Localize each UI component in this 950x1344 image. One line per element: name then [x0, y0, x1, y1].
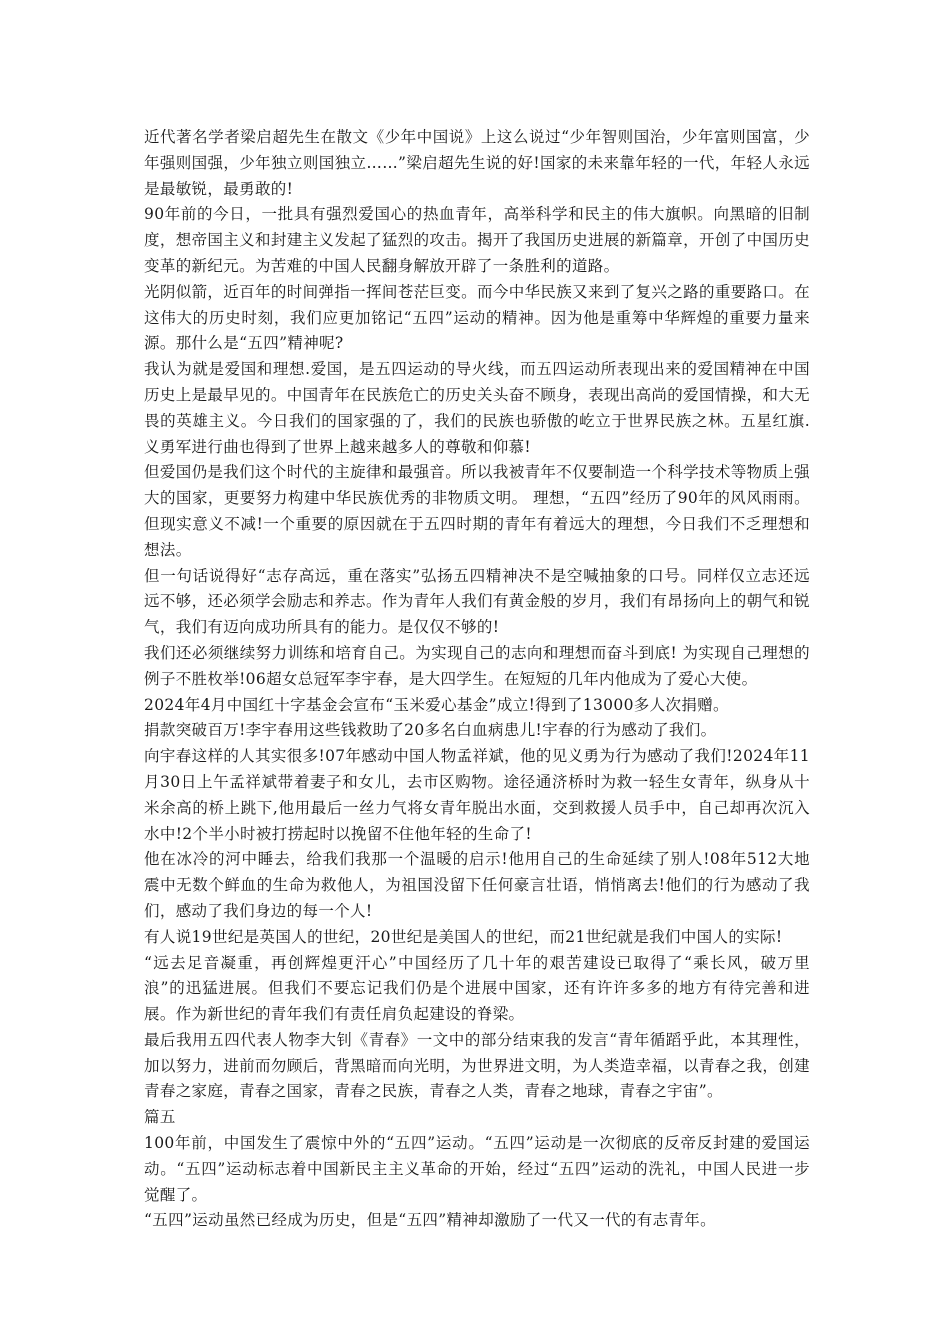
paragraph: 他在冰冷的河中睡去，给我们我那一个温暖的启示!他用自己的生命延续了别人!08年512大地震中无数个鲜血的生命为救他人，为祖国没留下任何豪言壮语，悄悄离去!他们的行为感动了我们，感动了我们身边的每一个人! [144, 850, 810, 920]
paragraph: 近代著名学者梁启超先生在散文《少年中国说》上这么说过“少年智则国治，少年富则国富，少年强则国强，少年独立则国独立……”梁启超先生说的好!国家的未来靠年轻的一代，年轻人永远是最敏锐，最勇敢的! [144, 128, 810, 198]
paragraph: 2024年4月中国红十字基金会宣布“玉米爱心基金”成立!得到了13000多人次捐赠。 [144, 695, 729, 714]
paragraph: 光阴似箭，近百年的时间弹指一挥间苍茫巨变。而今中华民族又来到了复兴之路的重要路口。在这伟大的历史时刻，我们应更加铭记“五四”运动的精神。因为他是重筹中华辉煌的重要力量来源。那什么是“五四”精神呢? [144, 282, 810, 353]
paragraph: 100年前，中国发生了震惊中外的“五四”运动。“五四”运动是一次彻底的反帝反封建的爱国运动。“五四”运动标志着中国新民主主义革命的开始，经过“五四”运动的洗礼，中国人民进一步觉醒了。 [144, 1134, 810, 1204]
paragraph: 我认为就是爱国和理想.爱国，是五四运动的导火线，而五四运动所表现出来的爱国精神在中国历史上是最早见的。中国青年在民族危亡的历史关头奋不顾身，表现出高尚的爱国情操，和大无畏的英雄主义。今日我们的国家强的了，我们的民族也骄傲的屹立于世界民族之林。五星红旗.义勇军进行曲也得到了世界上越来越多人的尊敬和仰慕! [144, 360, 810, 456]
paragraph: 90年前的今日，一批具有强烈爱国心的热血青年，高举科学和民主的伟大旗帜。向黑暗的旧制度，想帝国主义和封建主义发起了猛烈的攻击。揭开了我国历史进展的新篇章，开创了中国历史变革的新纪元。为苦难的中国人民翻身解放开辟了一条胜利的道路。 [144, 205, 810, 275]
paragraph: 我们还必须继续努力训练和培育自己。为实现自己的志向和理想而奋斗到底! 为实现自己理想的例子不胜枚举!06超女总冠军李宇春，是大四学生。在短短的几年内他成为了爱心大使。 [144, 643, 810, 688]
paragraph: “五四”运动虽然已经成为历史，但是“五四”精神却激励了一代又一代的有志青年。 [144, 1211, 716, 1230]
paragraph: “远去足音凝重，再创辉煌更汗心”中国经历了几十年的艰苦建设已取得了“乘长风，破万里浪”的迅猛进展。但我们不要忘记我们仍是个进展中国家，还有许许多多的地方有待完善和进展。作为新世纪的青年我们有责任肩负起建设的脊梁。 [144, 953, 810, 1024]
paragraph: 向宇春这样的人其实很多!07年感动中国人物孟祥斌，他的见义勇为行为感动了我们!2024年11月30日上午孟祥斌带着妻子和女儿，去市区购物。途径通济桥时为救一轻生女青年，纵身从十米余高的桥上跳下,他用最后一丝力气将女青年脱出水面，交到救援人员手中，自己却再次沉入水中!2个半小时被打捞起时以挽留不住他年轻的生命了! [144, 747, 810, 843]
paragraph: 捐款突破百万!李宇春用这些钱救助了20多名白血病患儿!宇春的行为感动了我们。 [144, 721, 717, 740]
paragraph: 有人说19世纪是英国人的世纪，20世纪是美国人的世纪，而21世纪就是我们中国人的实际! [144, 927, 783, 946]
document-body [144, 125, 810, 1234]
paragraph: 但一句话说得好“志存高远，重在落实”弘扬五四精神决不是空喊抽象的口号。同样仅立志还远远不够，还必须学会励志和养志。作为青年人我们有黄金般的岁月，我们有昂扬向上的朝气和锐气，我们有迈向成功所具有的能力。是仅仅不够的! [144, 566, 810, 637]
paragraph: 但爱国仍是我们这个时代的主旋律和最强音。所以我被青年不仅要制造一个科学技术等物质上强大的国家，更要努力构建中华民族优秀的非物质文明。 理想，“五四”经历了90年的风风雨雨。但现实意义不减!一个重要的原因就在于五四时期的青年有着远大的理想，今日我们不乏理想和想法。 [144, 463, 810, 559]
paragraph: 最后我用五四代表人物李大钊《青春》一文中的部分结束我的发言“青年循蹈乎此，本其理性，加以努力，进前而勿顾后，背黑暗而向光明，为世界进文明，为人类造幸福，以青春之我，创建青春之家庭，青春之国家，青春之民族，青春之人类，青春之地球，青春之宇宙”。 [144, 1030, 810, 1101]
section-heading: 篇五 [144, 1108, 176, 1127]
